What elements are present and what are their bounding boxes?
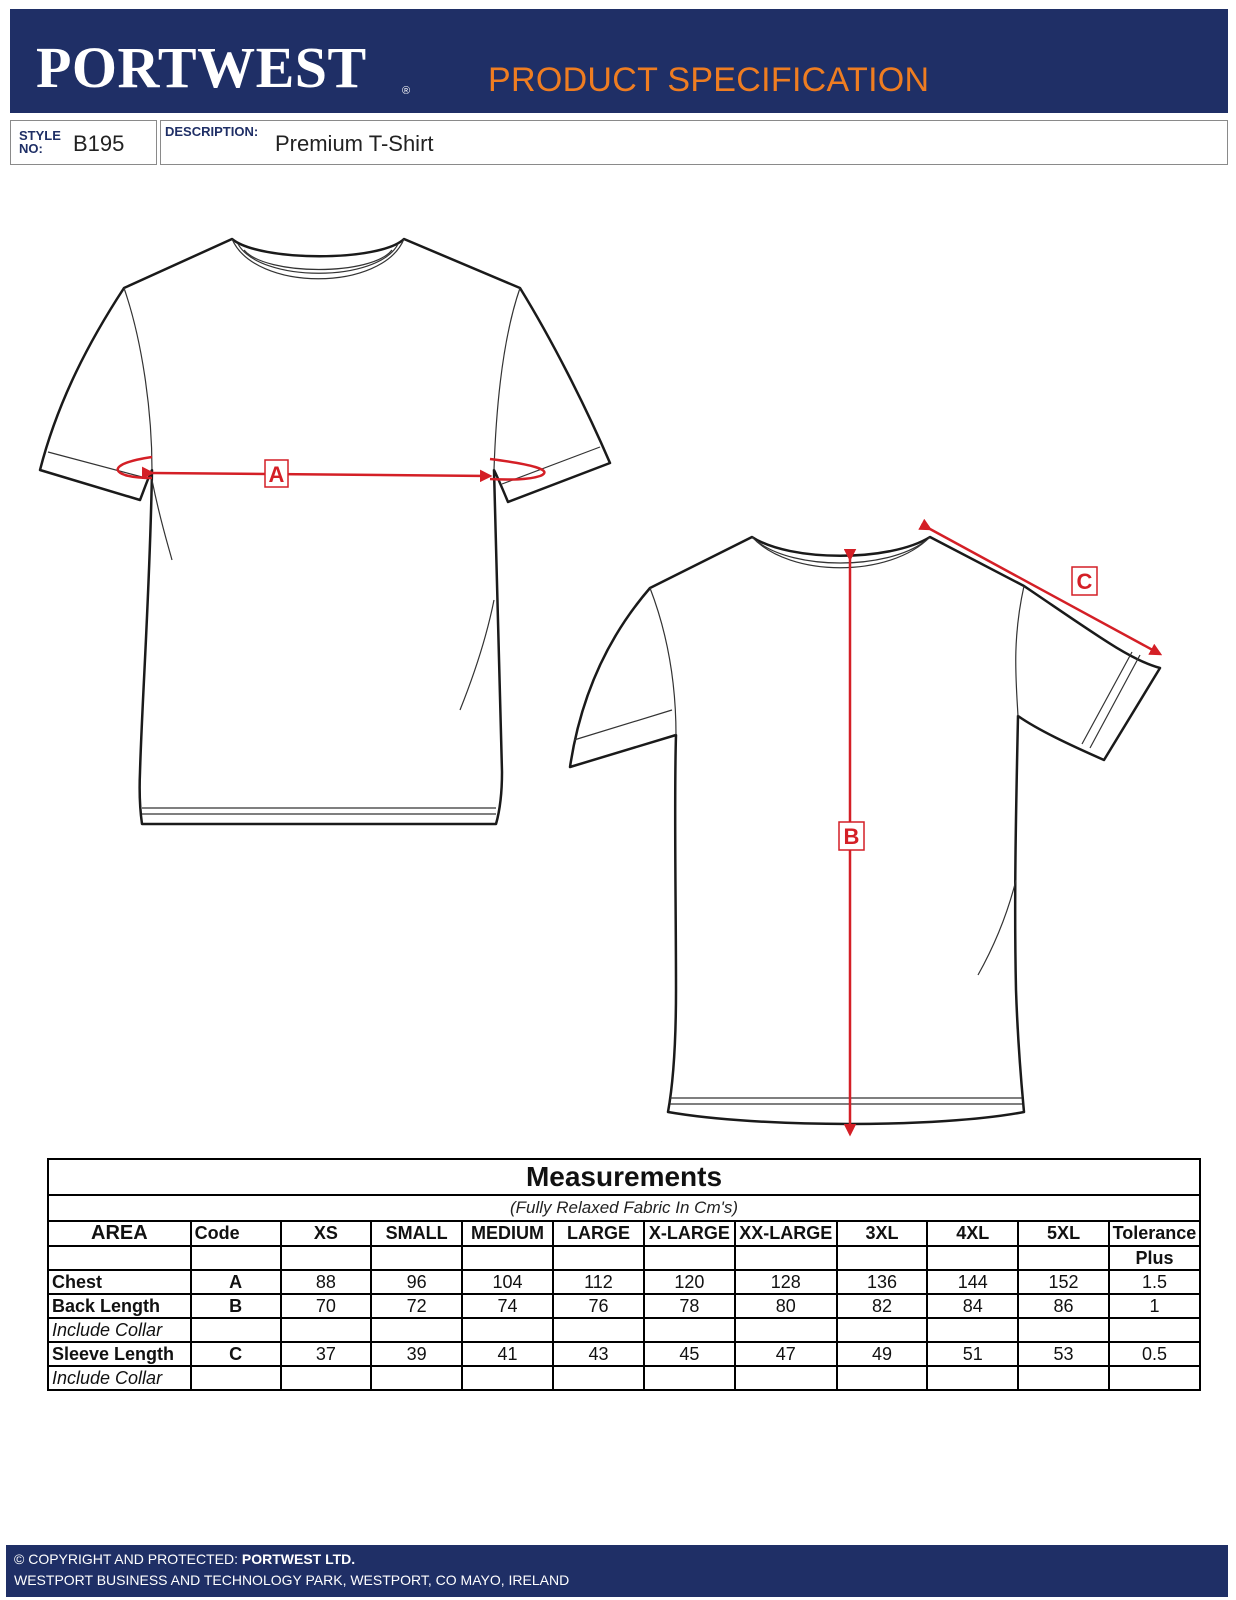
table-header-row-2 bbox=[48, 1246, 1200, 1270]
value-cell: 39 bbox=[371, 1342, 462, 1366]
value-cell: 84 bbox=[927, 1294, 1018, 1318]
value-cell: 47 bbox=[735, 1342, 837, 1366]
company-name: PORTWEST LTD. bbox=[241, 1551, 356, 1567]
header-large: LARGE bbox=[553, 1221, 644, 1246]
value-cell: 96 bbox=[371, 1270, 462, 1294]
tolerance-cell: 1.5 bbox=[1109, 1270, 1200, 1294]
tolerance-cell: 1 bbox=[1109, 1294, 1200, 1318]
header-xx-large: XX-LARGE bbox=[735, 1221, 837, 1246]
header-code: Code bbox=[191, 1221, 281, 1246]
style-label: STYLE NO: bbox=[19, 128, 61, 156]
value-cell: 76 bbox=[553, 1294, 644, 1318]
area-cell: Back Length bbox=[48, 1294, 191, 1318]
value-cell: 41 bbox=[462, 1342, 553, 1366]
table-row bbox=[48, 1294, 1200, 1318]
marker-b: B bbox=[843, 824, 860, 849]
value-cell: 80 bbox=[735, 1294, 837, 1318]
table-title: Measurements bbox=[48, 1159, 1200, 1195]
code-cell: C bbox=[191, 1342, 281, 1366]
tolerance-cell: 0.5 bbox=[1109, 1342, 1200, 1366]
marker-c: C bbox=[1076, 569, 1093, 594]
table-title-row bbox=[48, 1159, 1200, 1195]
value-cell: 53 bbox=[1018, 1342, 1109, 1366]
value-cell: 37 bbox=[281, 1342, 372, 1366]
table-header-row bbox=[48, 1221, 1200, 1246]
value-cell: 112 bbox=[553, 1270, 644, 1294]
value-cell: 136 bbox=[837, 1270, 928, 1294]
code-cell: A bbox=[191, 1270, 281, 1294]
table-row-note bbox=[48, 1318, 1200, 1342]
area-note: Include Collar bbox=[48, 1366, 191, 1390]
brand-logo: PORTWEST bbox=[36, 35, 367, 100]
tshirt-back-drawing bbox=[570, 537, 1160, 1124]
value-cell: 88 bbox=[281, 1270, 372, 1294]
area-note: Include Collar bbox=[48, 1318, 191, 1342]
area-cell: Chest bbox=[48, 1270, 191, 1294]
company-address: WESTPORT BUSINESS AND TECHNOLOGY PARK, WESTPORT, CO MAYO, IRELAND bbox=[14, 1572, 570, 1588]
value-cell: 78 bbox=[644, 1294, 735, 1318]
copyright-prefix: © COPYRIGHT AND PROTECTED: bbox=[14, 1551, 242, 1567]
measurements-table bbox=[47, 1158, 1201, 1391]
description-label: DESCRIPTION: bbox=[165, 124, 259, 139]
value-cell: 70 bbox=[281, 1294, 372, 1318]
description-value: Premium T-Shirt bbox=[275, 131, 434, 156]
value-cell: 72 bbox=[371, 1294, 462, 1318]
table-row bbox=[48, 1342, 1200, 1366]
footer-banner bbox=[6, 1545, 1228, 1597]
marker-a: A bbox=[268, 462, 285, 487]
value-cell: 45 bbox=[644, 1342, 735, 1366]
copyright-line bbox=[14, 1551, 355, 1567]
header-tolerance: Tolerance bbox=[1109, 1221, 1200, 1246]
value-cell: 43 bbox=[553, 1342, 644, 1366]
header-3xl: 3XL bbox=[837, 1221, 928, 1246]
header-xs: XS bbox=[281, 1221, 372, 1246]
value-cell: 49 bbox=[837, 1342, 928, 1366]
style-number: B195 bbox=[73, 131, 125, 156]
value-cell: 120 bbox=[644, 1270, 735, 1294]
value-cell: 128 bbox=[735, 1270, 837, 1294]
table-row bbox=[48, 1270, 1200, 1294]
header-small: SMALL bbox=[371, 1221, 462, 1246]
page-title: PRODUCT SPECIFICATION bbox=[488, 61, 930, 99]
header-x-large: X-LARGE bbox=[644, 1221, 735, 1246]
table-row-note bbox=[48, 1366, 1200, 1390]
value-cell: 144 bbox=[927, 1270, 1018, 1294]
table-subtitle-row bbox=[48, 1195, 1200, 1221]
value-cell: 152 bbox=[1018, 1270, 1109, 1294]
code-cell: B bbox=[191, 1294, 281, 1318]
table-subtitle: (Fully Relaxed Fabric In Cm's) bbox=[48, 1195, 1200, 1221]
header-4xl: 4XL bbox=[927, 1221, 1018, 1246]
tshirt-front-drawing bbox=[40, 239, 610, 824]
header-medium: MEDIUM bbox=[462, 1221, 553, 1246]
header-5xl: 5XL bbox=[1018, 1221, 1109, 1246]
registered-mark: ® bbox=[402, 85, 411, 97]
header-tolerance-plus: Plus bbox=[1109, 1246, 1200, 1270]
header-area: AREA bbox=[48, 1221, 191, 1246]
value-cell: 86 bbox=[1018, 1294, 1109, 1318]
value-cell: 104 bbox=[462, 1270, 553, 1294]
value-cell: 51 bbox=[927, 1342, 1018, 1366]
value-cell: 82 bbox=[837, 1294, 928, 1318]
value-cell: 74 bbox=[462, 1294, 553, 1318]
area-cell: Sleeve Length bbox=[48, 1342, 191, 1366]
